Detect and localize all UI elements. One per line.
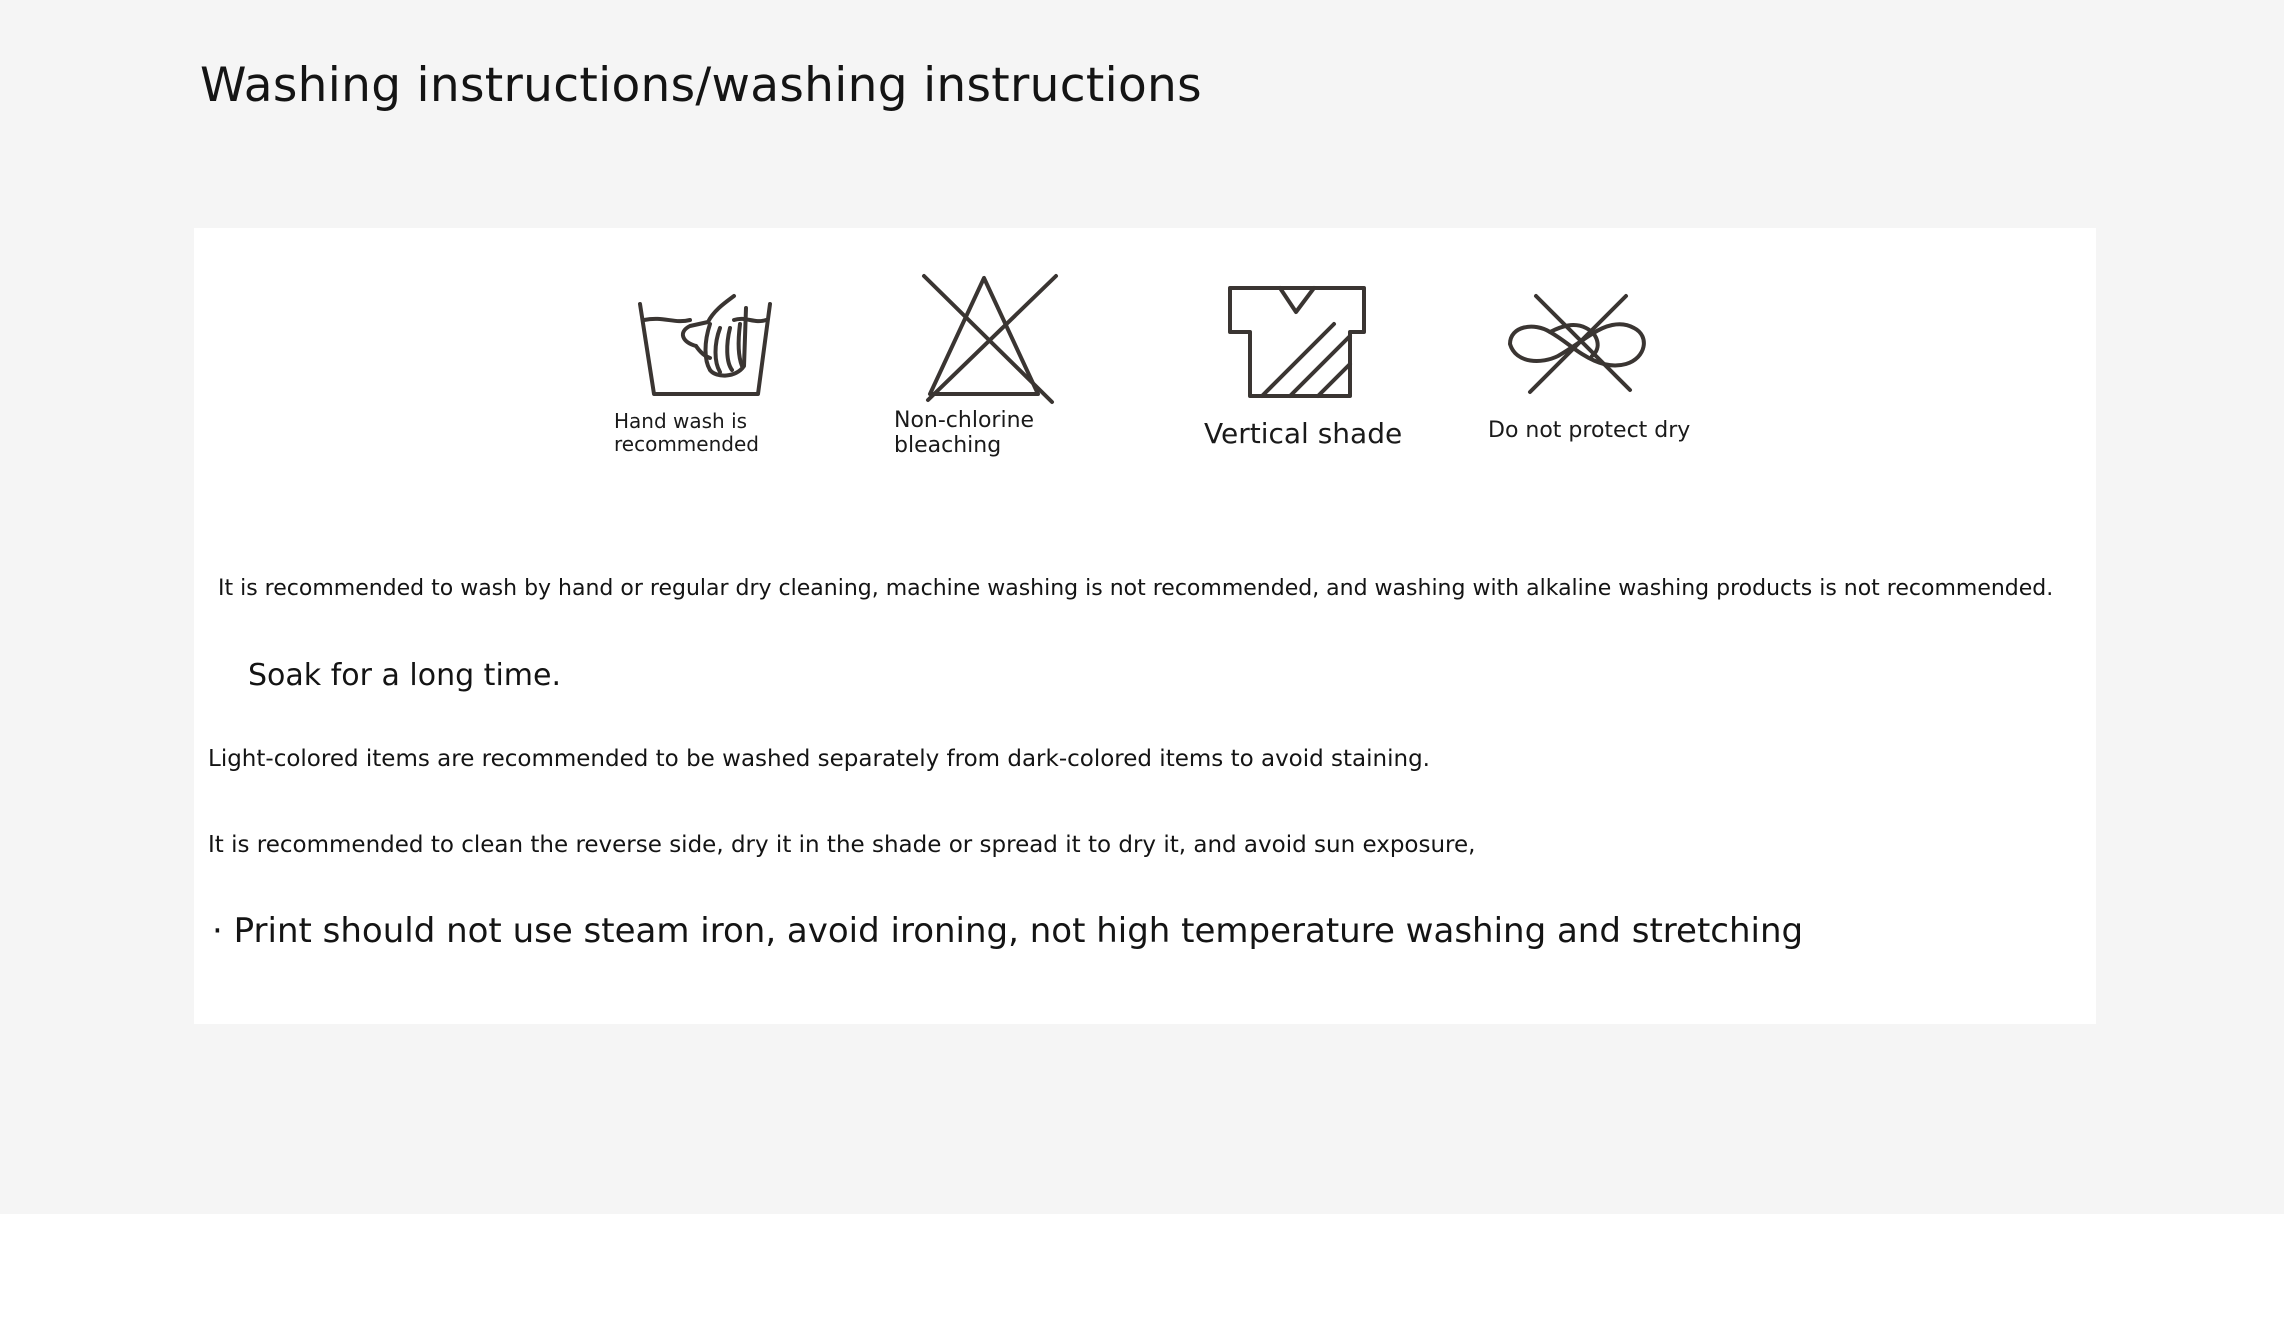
instruction-separate-colors: Light-colored items are recommended to be washed separately from dark-colored items to avoid staining. [208, 746, 1430, 772]
no-bleach-label [894, 408, 1034, 459]
hand-wash-label-line1: Hand wash is [614, 409, 748, 433]
care-instructions-card [194, 228, 2096, 1024]
hand-wash-label [614, 410, 759, 456]
no-bleach-label-line1: Non-chlorine [894, 408, 1035, 433]
no-bleach-label-line2: bleaching [894, 433, 1002, 459]
no-wring-icon [1506, 292, 1656, 396]
instruction-soak: Soak for a long time. [248, 658, 561, 693]
shade-dry-label: Vertical shade [1204, 417, 1403, 450]
instruction-print-care: · Print should not use steam iron, avoid ironing, not high temperature washing and stretching [212, 911, 1804, 951]
instruction-dry-shade: It is recommended to clean the reverse side, dry it in the shade or spread it to dry it, and avoid sun exposure, [208, 832, 1476, 858]
hand-wash-label-line2: recommended [614, 432, 759, 456]
hand-wash-icon [634, 282, 780, 402]
no-bleach-icon [920, 272, 1062, 406]
page-title: Washing instructions/washing instructions [200, 58, 1202, 113]
shade-dry-icon [1226, 284, 1372, 400]
instruction-hand-wash: It is recommended to wash by hand or regular dry cleaning, machine washing is not recommended, and washing with alkaline washing products is not recommended. [218, 576, 2054, 601]
no-wring-label: Do not protect dry [1488, 418, 1691, 443]
